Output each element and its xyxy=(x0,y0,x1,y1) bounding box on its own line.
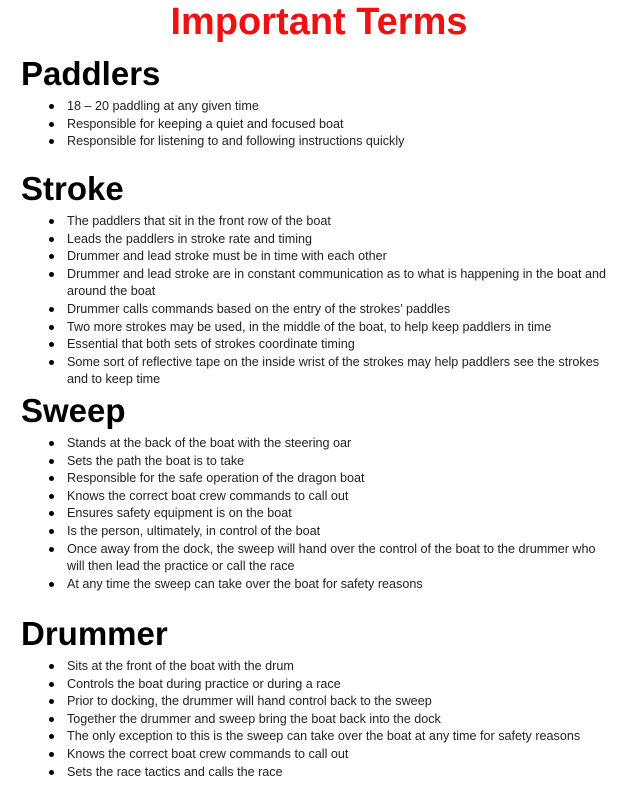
bullet-icon xyxy=(49,360,54,365)
section-heading-paddlers: Paddlers xyxy=(21,55,161,92)
list-item: Sets the path the boat is to take xyxy=(21,453,612,471)
section-paddlers xyxy=(21,56,621,151)
list-item: Together the drummer and sweep bring the boat back into the dock xyxy=(21,711,612,729)
section-drummer xyxy=(21,616,621,781)
bullet-icon xyxy=(49,494,54,499)
list-item: The only exception to this is the sweep can take over the boat at any time for safety reasons xyxy=(21,728,612,746)
list-item: Drummer calls commands based on the entry of the strokes’ paddles xyxy=(21,301,612,319)
list-item: Two more strokes may be used, in the middle of the boat, to help keep paddlers in time xyxy=(21,319,612,337)
section-stroke xyxy=(21,171,621,389)
bullet-icon xyxy=(49,752,54,757)
bullet-icon xyxy=(49,325,54,330)
list-item: Responsible for keeping a quiet and focused boat xyxy=(21,116,612,134)
section-heading-drummer: Drummer xyxy=(21,615,168,652)
list-item: Once away from the dock, the sweep will hand over the control of the boat to the drummer who will then lead the practice or call the race xyxy=(21,541,612,576)
bullet-icon xyxy=(49,459,54,464)
bullet-icon xyxy=(49,582,54,587)
bullet-icon xyxy=(49,699,54,704)
list-item: Knows the correct boat crew commands to call out xyxy=(21,488,612,506)
section-heading-sweep: Sweep xyxy=(21,392,126,429)
bullet-icon xyxy=(49,104,54,109)
bullet-icon xyxy=(49,122,54,127)
bullet-icon xyxy=(49,441,54,446)
list-item: Some sort of reflective tape on the inside wrist of the strokes may help paddlers see the strokes and to keep time xyxy=(21,354,612,389)
stroke-list xyxy=(21,213,621,389)
bullet-icon xyxy=(49,254,54,259)
list-item: Controls the boat during practice or during a race xyxy=(21,676,612,694)
list-item: Essential that both sets of strokes coordinate timing xyxy=(21,336,612,354)
list-item: Drummer and lead stroke are in constant communication as to what is happening in the boat and around the boat xyxy=(21,266,612,301)
list-item: Responsible for the safe operation of the dragon boat xyxy=(21,470,612,488)
list-item: 18 – 20 paddling at any given time xyxy=(21,98,612,116)
bullet-icon xyxy=(49,511,54,516)
bullet-icon xyxy=(49,307,54,312)
list-item: Is the person, ultimately, in control of the boat xyxy=(21,523,612,541)
bullet-icon xyxy=(49,682,54,687)
paddlers-list xyxy=(21,98,621,151)
list-item: Sits at the front of the boat with the drum xyxy=(21,658,612,676)
list-item: Ensures safety equipment is on the boat xyxy=(21,505,612,523)
bullet-icon xyxy=(49,529,54,534)
bullet-icon xyxy=(49,547,54,552)
list-item: At any time the sweep can take over the boat for safety reasons xyxy=(21,576,612,594)
list-item: The paddlers that sit in the front row of the boat xyxy=(21,213,612,231)
bullet-icon xyxy=(49,342,54,347)
list-item: Leads the paddlers in stroke rate and timing xyxy=(21,231,612,249)
list-item: Stands at the back of the boat with the steering oar xyxy=(21,435,612,453)
page-title: Important Terms xyxy=(170,1,468,43)
bullet-icon xyxy=(49,272,54,277)
bullet-icon xyxy=(49,476,54,481)
bullet-icon xyxy=(49,734,54,739)
bullet-icon xyxy=(49,664,54,669)
list-item: Responsible for listening to and following instructions quickly xyxy=(21,133,612,151)
bullet-icon xyxy=(49,237,54,242)
bullet-icon xyxy=(49,139,54,144)
bullet-icon xyxy=(49,219,54,224)
bullet-icon xyxy=(49,717,54,722)
list-item: Knows the correct boat crew commands to call out xyxy=(21,746,612,764)
section-heading-stroke: Stroke xyxy=(21,170,124,207)
section-sweep xyxy=(21,393,621,593)
list-item: Drummer and lead stroke must be in time with each other xyxy=(21,248,612,266)
bullet-icon xyxy=(49,770,54,775)
list-item: Prior to docking, the drummer will hand control back to the sweep xyxy=(21,693,612,711)
sweep-list xyxy=(21,435,621,593)
list-item: Sets the race tactics and calls the race xyxy=(21,764,612,782)
drummer-list xyxy=(21,658,621,781)
